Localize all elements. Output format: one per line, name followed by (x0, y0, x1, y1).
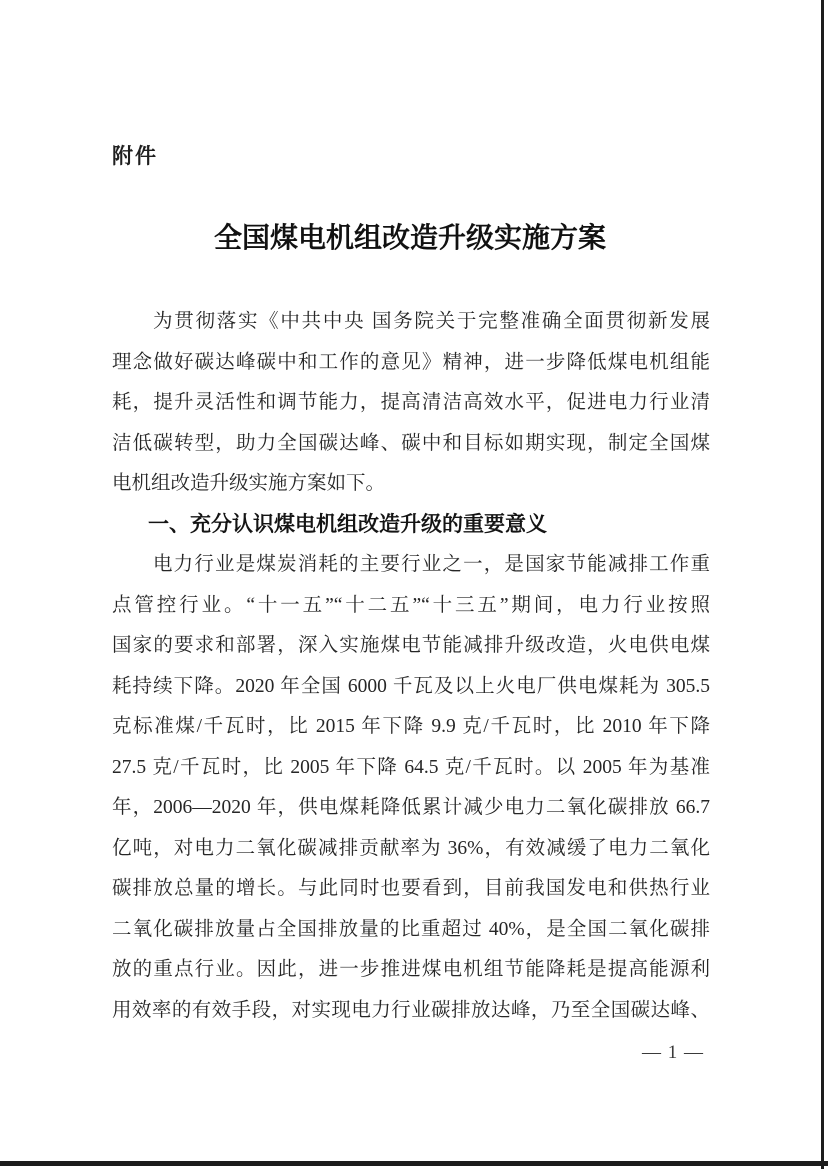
body-line: 国家的要求和部署，深入实施煤电节能减排升级改造，火电供电煤 (112, 635, 710, 656)
page-number: — 1 — (642, 1042, 704, 1063)
body-line: 耗持续下降。2020 年全国 6000 千瓦及以上火电厂供电煤耗为 305.5 (112, 675, 710, 697)
intro-line: 为贯彻落实《中共中央 国务院关于完整准确全面贯彻新发展 (153, 311, 710, 332)
body-line: 用效率的有效手段，对实现电力行业碳排放达峰，乃至全国碳达峰、 (112, 999, 710, 1021)
document-body (112, 302, 710, 1031)
body-line: 克标准煤/千瓦时，比 2015 年下降 9.9 克/千瓦时，比 2010 年下降 (112, 716, 710, 737)
intro-line: 理念做好碳达峰碳中和工作的意见》精神，进一步降低煤电机组能 (112, 351, 710, 373)
scan-edge-right-line (821, 0, 824, 1169)
intro-line: 电机组改造升级实施方案如下。 (112, 473, 386, 494)
scan-edge-bottom-line (0, 1161, 828, 1166)
body-line: 27.5 克/千瓦时，比 2005 年下降 64.5 克/千瓦时。以 2005 年为基准 (112, 756, 710, 778)
body-line: 电力行业是煤炭消耗的主要行业之一，是国家节能减排工作重 (153, 554, 710, 575)
body-line: 放的重点行业。因此，进一步推进煤电机组节能降耗是提高能源利 (112, 959, 710, 980)
body-line: 点管控行业。“十一五”“十二五”“十三五”期间，电力行业按照 (112, 594, 710, 616)
intro-line: 洁低碳转型，助力全国碳达峰、碳中和目标如期实现，制定全国煤 (112, 432, 710, 454)
attachment-label: 附件 (112, 145, 158, 168)
section-heading: 一、充分认识煤电机组改造升级的重要意义 (148, 512, 547, 536)
intro-line: 耗，提升灵活性和调节能力，提高清洁高效水平，促进电力行业清 (112, 392, 710, 413)
document-title: 全国煤电机组改造升级实施方案 (213, 223, 606, 254)
body-line: 年，2006—2020 年，供电煤耗降低累计减少电力二氧化碳排放 66.7 (112, 797, 710, 818)
body-line: 二氧化碳排放量占全国排放量的比重超过 40%，是全国二氧化碳排 (112, 918, 710, 940)
body-line: 碳排放总量的增长。与此同时也要看到，目前我国发电和供热行业 (112, 878, 710, 899)
body-line: 亿吨，对电力二氧化碳减排贡献率为 36%，有效减缓了电力二氧化 (112, 837, 710, 859)
